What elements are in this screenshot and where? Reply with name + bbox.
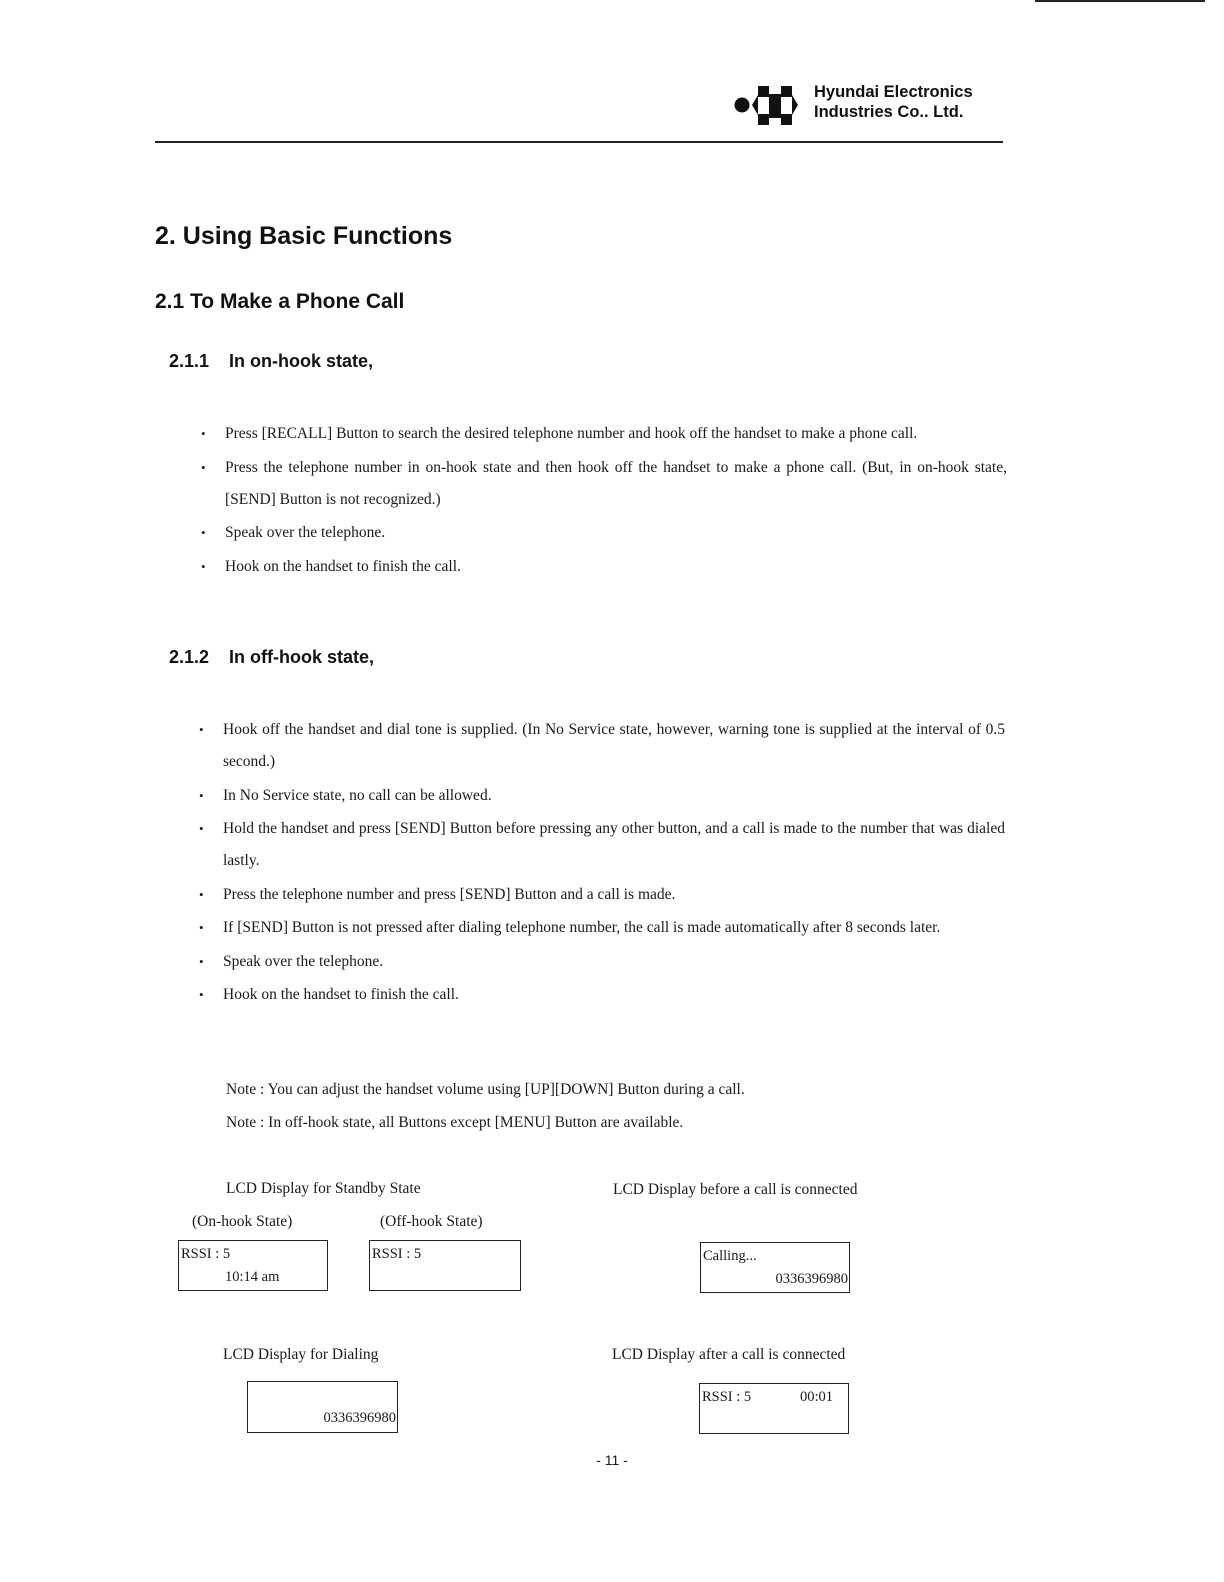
- list-item: • Press [RECALL] Button to search the desired telephone number and hook off the handset to make a phone call.: [201, 418, 1007, 450]
- lcd-before-connect: [700, 1242, 850, 1293]
- subsection-title: In off-hook state,: [229, 647, 374, 667]
- header-rule: [155, 141, 1003, 143]
- onhook-steps-list: [201, 418, 1007, 584]
- lcd-rssi: RSSI : 5: [372, 1246, 422, 1262]
- company-name: [814, 82, 973, 122]
- subsection-title: In on-hook state,: [229, 351, 373, 371]
- list-item: • Speak over the telephone.: [201, 517, 1007, 549]
- company-name-line2: Industries Co.. Ltd.: [814, 103, 964, 121]
- lcd-dialing: [247, 1381, 398, 1433]
- lcd-after-connect-caption: LCD Display after a call is connected: [612, 1346, 846, 1363]
- subsection-number: 2.1.2: [169, 647, 210, 667]
- company-name-line1: Hyundai Electronics: [814, 83, 973, 101]
- lcd-onhook-label: (On-hook State): [192, 1213, 293, 1230]
- lcd-after-connect: [699, 1383, 849, 1434]
- lcd-standby-offhook: [369, 1240, 521, 1291]
- page-number: - 11 -: [596, 1452, 628, 1468]
- list-item: • Hold the handset and press [SEND] Button before pressing any other button, and a call is made to the number that was dialed lastly.: [199, 813, 1005, 877]
- lcd-dialing-caption: LCD Display for Dialing: [223, 1346, 379, 1363]
- lcd-call-timer: 00:01: [800, 1389, 834, 1405]
- section-title: 2.1 To Make a Phone Call: [155, 290, 405, 313]
- list-item: • Speak over the telephone.: [199, 946, 1005, 978]
- lcd-standby-onhook: [178, 1240, 328, 1291]
- subsection-heading-onhook: [169, 351, 373, 372]
- lcd-offhook-label: (Off-hook State): [380, 1213, 483, 1230]
- list-item: • Hook on the handset to finish the call.: [199, 979, 1005, 1011]
- list-item: • In No Service state, no call can be allowed.: [199, 780, 1005, 812]
- lcd-rssi: RSSI : 5: [181, 1246, 231, 1262]
- lcd-dialed-number: 0336396980: [775, 1271, 848, 1287]
- list-item: • Press the telephone number and press [SEND] Button and a call is made.: [199, 879, 1005, 911]
- list-item: • Hook on the handset to finish the call.: [201, 551, 1007, 583]
- top-edge-rule: [1035, 0, 1205, 2]
- list-item: • If [SEND] Button is not pressed after dialing telephone number, the call is made automatically after 8 seconds later.: [199, 912, 1005, 944]
- lcd-before-connect-caption: LCD Display before a call is connected: [613, 1181, 858, 1198]
- lcd-rssi: RSSI : 5: [702, 1389, 752, 1405]
- lcd-clock: 10:14 am: [225, 1269, 280, 1285]
- chapter-title: 2. Using Basic Functions: [155, 222, 453, 250]
- note-offhook-buttons: Note : In off-hook state, all Buttons except [MENU] Button are available.: [226, 1114, 684, 1131]
- lcd-standby-caption: LCD Display for Standby State: [226, 1180, 421, 1197]
- hyundai-logo-icon: [733, 84, 801, 128]
- subsection-number: 2.1.1: [169, 351, 210, 371]
- lcd-calling-text: Calling...: [703, 1248, 757, 1264]
- lcd-dialed-number: 0336396980: [323, 1410, 396, 1426]
- note-volume: Note : You can adjust the handset volume using [UP][DOWN] Button during a call.: [226, 1081, 745, 1098]
- list-item: • Hook off the handset and dial tone is supplied. (In No Service state, however, warning tone is supplied at the interval of 0.5 second.): [199, 714, 1005, 778]
- offhook-steps-list: [199, 714, 1005, 1013]
- list-item: • Press the telephone number in on-hook state and then hook off the handset to make a phone call. (But, in on-hook state, [SEND] Button is not recognized.): [201, 452, 1007, 516]
- subsection-heading-offhook: [169, 647, 374, 668]
